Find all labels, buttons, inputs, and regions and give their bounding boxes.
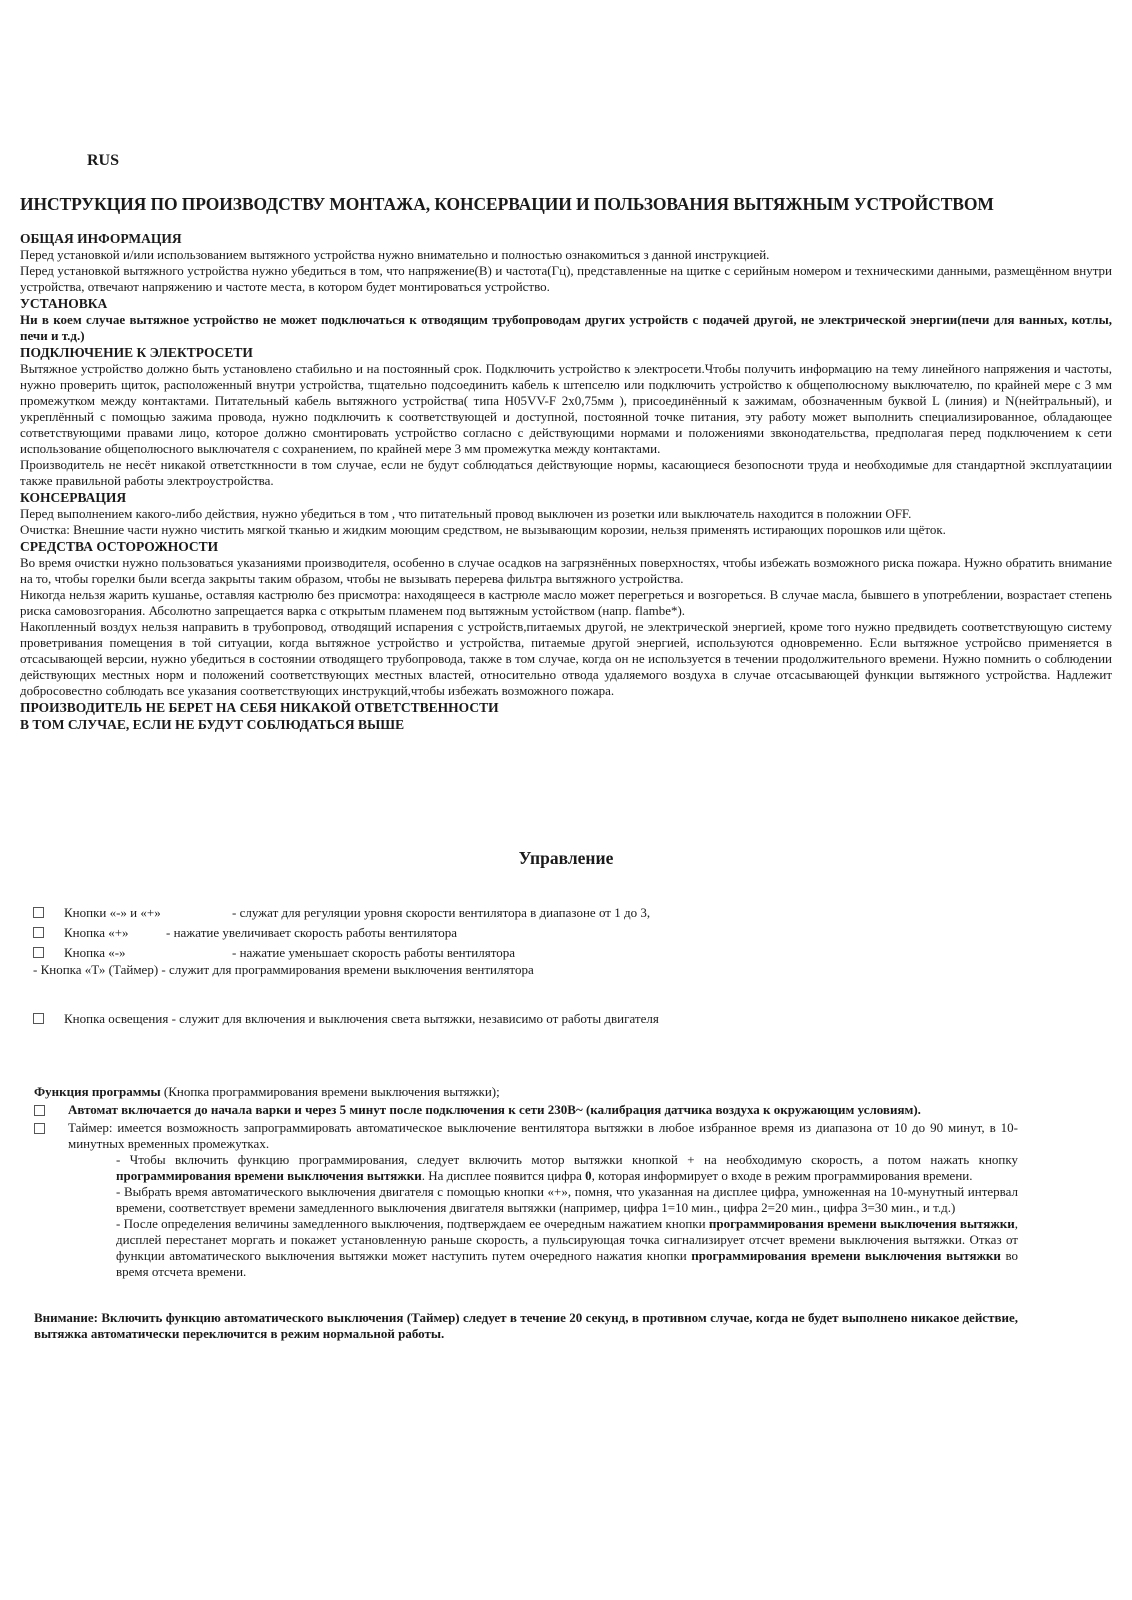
step-text: во время отсчета времени. xyxy=(116,1248,1018,1279)
final-warning-line: В ТОМ СЛУЧАЕ, ЕСЛИ НЕ БУДУТ СОБЛЮДАТЬСЯ ВЫШЕ xyxy=(20,717,405,732)
section-heading: УСТАНОВКА xyxy=(20,296,108,311)
control-row xyxy=(33,944,1033,961)
control-row xyxy=(33,904,1033,921)
paragraph: Во время очистки нужно пользоваться указаниями производителя, особенно в случае осадков на загрязнённых поверхностях, чтобы избежать возможного риска пожара. Нужно обратить внимание на то, чтобы горелки были всегда закрыты таким образом, чтобы не вызывать перерева фильтра вытяжного устройства. xyxy=(20,555,1112,586)
step-text: - После определения величины замедленного выключения, подтверждаем ее очередным нажатием кнопки xyxy=(116,1216,709,1231)
step-text-bold: программирования времени выключения вытяжки xyxy=(691,1248,1001,1263)
checkbox-bullet-icon xyxy=(33,907,44,918)
checkbox-bullet-icon xyxy=(33,947,44,958)
final-warning-line: ПРОИЗВОДИТЕЛЬ НЕ БЕРЕТ НА СЕБЯ НИКАКОЙ ОТВЕТСТВЕННОСТИ xyxy=(20,700,499,715)
checkbox-bullet-icon xyxy=(34,1105,45,1116)
program-item xyxy=(34,1102,1018,1118)
paragraph: Очистка: Внешние части нужно чистить мягкой тканью и жидким моющим средством, не вызывающим корозии, нельзя применять истирающих порошков или щёток. xyxy=(20,522,946,537)
step-text: . На дисплее появится цифра xyxy=(421,1168,586,1183)
warning-note: Внимание: Включить функцию автоматического выключения (Таймер) следует в течение 20 секунд, в противном случае, когда не будет выполнено никакое действие, вытяжка автоматически переключится в режим нормальной работы. xyxy=(34,1310,1018,1341)
checkbox-bullet-icon xyxy=(33,1013,44,1024)
paragraph: Вытяжное устройство должно быть установлено стабильно и на постоянный срок. Подключить устройство к электросети.Чтобы получить информацию на тему линейного напряжения и частоты, нужно проверить щиток, расположенный внутри устройства, тщательно подсоединить кабель к штепселю или подключить устройство к общеполюсному выключателю, по крайней мере с 3 мм промежутком между контактами. Питательный кабель вытяжного устройства( типа H05VV-F 2x0,75мм ), присоединённый к зажимам, обозначенным буквой L (линия) и N(нейтральный), и укреплённый с помощью зажима провода, нужно подключить к соответствующей и доступной, постоянной точке питания, эту работу может выполнить специализированное, обладающее сответствующими правами лицо, которое должно смонтировать устройство согласно с действующими нормами и положениями звконодательства, предполагая перед подключением к сети использование общеполюсного выключателя с сохранением, по крайней мере 3 мм промежутка между контактами. xyxy=(20,361,1112,456)
step-text-bold: 0 xyxy=(585,1168,592,1183)
program-heading-rest: (Кнопка программирования времени выключения вытяжки); xyxy=(160,1084,500,1099)
control-row-timer: - Кнопка «Т» (Таймер) - служит для программирования времени выключения вентилятора xyxy=(33,962,534,977)
program-steps xyxy=(34,1152,1018,1280)
control-label: Кнопка «-» xyxy=(64,945,126,960)
controls-heading: Управление xyxy=(518,848,614,868)
step-text: , дисплей перестанет моргать и покажет установленную раньше скорость, а пульсирующая точка сигнализирует отсчет времени выключения вытяжки. Отказ от функции автоматического выключения вытяжки может наступить путем очередного нажатия кнопки xyxy=(116,1216,1018,1263)
controls-list xyxy=(33,904,1033,1027)
section-heading: СРЕДСТВА ОСТОРОЖНОСТИ xyxy=(20,539,219,554)
section-general xyxy=(20,230,1112,733)
document-title: ИНСТРУКЦИЯ ПО ПРОИЗВОДСТВУ МОНТАЖА, КОНСЕРВАЦИИ И ПОЛЬЗОВАНИЯ ВЫТЯЖНЫМ УСТРОЙСТВОМ xyxy=(20,194,994,214)
program-function xyxy=(34,1084,1018,1342)
paragraph: Перед установкой вытяжного устройства нужно убедиться в том, что напряжение(В) и частота(Гц), представленные на щитке с серийным номером и техническими данными, размещённом внутри устройства, отвечают напряжению и частоте места, в котором будет монтироваться устройство. xyxy=(20,263,1112,294)
control-row xyxy=(33,1010,1033,1027)
step-text: , которая информирует о входе в режим программирования времени. xyxy=(591,1168,973,1183)
paragraph: Перед выполнением какого-либо действия, нужно убедиться в том , что питательный провод выключен из розетки или выключатель находится в положнии OFF. xyxy=(20,506,912,521)
step-text-bold: программирования времени выключения вытяжки xyxy=(708,1216,1015,1231)
section-heading: ПОДКЛЮЧЕНИЕ К ЭЛЕКТРОСЕТИ xyxy=(20,345,253,360)
section-heading: ОБЩАЯ ИНФОРМАЦИЯ xyxy=(20,231,182,246)
step-text-bold: программирования времени выключения вытяжки xyxy=(116,1168,422,1183)
program-item-text: Автомат включается до начала варки и через 5 минут после подключения к сети 230В~ (калибрация датчика воздуха к окружающим условиям). xyxy=(68,1102,921,1117)
control-row xyxy=(33,924,1033,941)
paragraph: Производитель не несёт никакой ответсткнности в том случае, если не будут соблюдаться действующие нормы, касающиеся безопосноти труда и необходимые для стандартной эксплуатациии также правильной работы электроустройства. xyxy=(20,457,1112,488)
program-step xyxy=(116,1152,1018,1184)
checkbox-bullet-icon xyxy=(34,1123,45,1134)
step-text: - Чтобы включить функцию программирования, следует включить мотор вытяжки кнопкой + на необходимую скорость, а потом нажать кнопку xyxy=(116,1152,1018,1167)
program-item xyxy=(34,1120,1018,1152)
paragraph: Перед установкой и/или использованием вытяжного устройства нужно внимательно и полностью ознакомиться з данной инструкцией. xyxy=(20,247,770,262)
control-desc: Кнопка освещения - служит для включения и выключения света вытяжки, независимо от работы двигателя xyxy=(64,1011,659,1026)
program-item-text: Таймер: имеется возможность запрограммировать автоматическое выключение вентилятора вытяжки в любое избранное время из диапазона от 10 до 90 минут, в 10-минутных временных промежутках. xyxy=(68,1120,1018,1151)
section-heading: КОНСЕРВАЦИЯ xyxy=(20,490,127,505)
program-step: - Выбрать время автоматического выключения двигателя с помощью кнопки «+», помня, что указанная на дисплее цифра, умноженная на 10-мунутный интервал времени, соответствует времени замедленного выключения двигателя вытяжки (например, цифра 1=10 мин., цифра 2=20 мин., цифра 3=30 мин., и т.д.) xyxy=(116,1184,1018,1215)
paragraph: Ни в коем случае вытяжное устройство не может подключаться к отводящим трубопроводам других устройств с подачей другой, не электрической энергии(печи для ванных, котлы, печи и т.д.) xyxy=(20,312,1112,343)
program-heading-bold: Функция программы xyxy=(34,1084,161,1099)
paragraph: Накопленный воздух нельзя направить в трубопровод, отводящий испарения с устройств,питаемых другой, не электрической энергией, кроме того нужно предвидеть соответствующую систему проветривания помещения в той ситуации, когда вытяжное устройство и устройства, питаемые другой энергией, используются одновременно. Если вытяжное устройсво применяется в отсасывающей версии, нужно убедиться в состоянии отводящего трубопровода, также в том случае, когда он не используется в течении продолжительного времени. Нужно помнить о соблюдении действующих местных норм и положений соответствующих местных властей, относительно отвода удаляемого воздуха в случае отсасывающей функции вытяжного устройства. Надлежит добросовестно соблюдать все указания соответствующих инструкций,чтобы избежать возможного пожара. xyxy=(20,619,1112,698)
paragraph: Никогда нельзя жарить кушанье, оставляя кастрюлю без присмотра: находящееся в кастрюле масло может перегреться и возгореться. В случае масла, бывшего в употреблении, возрастает степень риска самовозгорания. Абсолютно запрещается варка с открытым пламенем под вытяжным устойством (напр. flambe*). xyxy=(20,587,1112,618)
control-label: Кнопки «-» и «+» xyxy=(64,905,161,920)
language-label: RUS xyxy=(87,152,120,169)
control-desc: - служат для регуляции уровня скорости вентилятора в диапазоне от 1 до 3, xyxy=(232,905,651,920)
control-desc: - нажатие уменьшает скорость работы вентилятора xyxy=(232,945,516,960)
control-desc: - нажатие увеличивает скорость работы вентилятора xyxy=(166,925,458,940)
program-heading xyxy=(34,1084,1018,1100)
program-step xyxy=(116,1216,1018,1280)
control-label: Кнопка «+» xyxy=(64,925,129,940)
checkbox-bullet-icon xyxy=(33,927,44,938)
